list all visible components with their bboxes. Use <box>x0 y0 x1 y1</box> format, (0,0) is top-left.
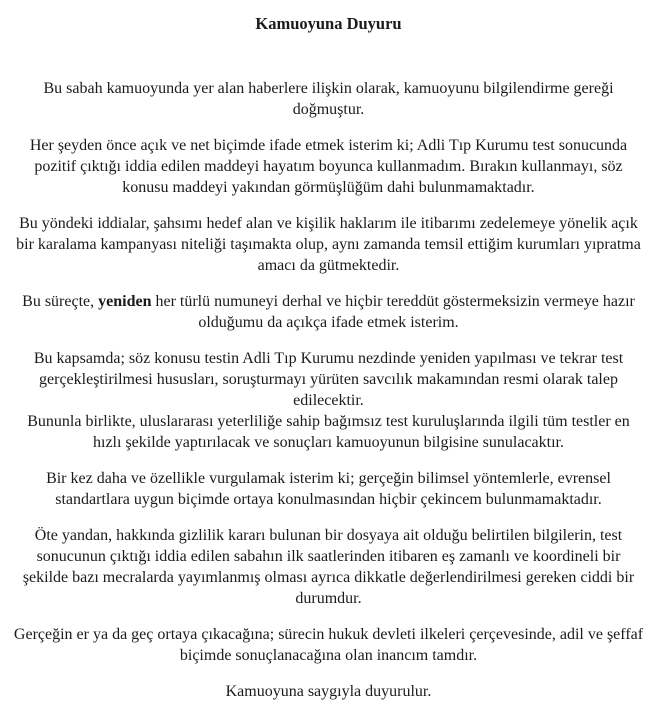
paragraph-sample-readiness <box>13 291 644 333</box>
paragraph-retest-request: Bu kapsamda; söz konusu testin Adli Tıp Kurumu nezdinde yeniden yapılması ve tekrar test gerçekleştirilmesi hususları, soruşturmayı yürüten savcılık makamından resmi olarak talep edilecektir. <box>33 350 624 409</box>
bold-emphasis-word: yeniden <box>98 293 152 310</box>
paragraph-text-before-bold: Bu süreçte, <box>22 293 99 310</box>
paragraph-text-after-bold: her türlü numuneyi derhal ve hiçbir tereddüt göstermeksizin vermeye hazır olduğumu da açıkça ifade etmek isterim. <box>151 293 635 331</box>
paragraph-trust-in-law: Gerçeğin er ya da geç ortaya çıkacağına; sürecin hukuk devleti ilkeleri çerçevesinde, adil ve şeffaf biçimde sonuçlanacağına olan inancım tamdır. <box>13 626 644 664</box>
closing-line: Kamuoyuna saygıyla duyurulur. <box>225 683 432 700</box>
paragraph-scientific-truth: Bir kez daha ve özellikle vurgulamak isterim ki; gerçeğin bilimsel yöntemlerle, evrensel standartlara uygun biçimde ortaya konulmasından hiçbir çekincem bulunmamaktadır. <box>46 470 611 508</box>
paragraph-denial: Her şeyden önce açık ve net biçimde ifade etmek isterim ki; Adli Tıp Kurumu test sonucunda pozitif çıktığı iddia edilen maddeyi hayatım boyunca kullanmadım. Bırakın kullanmayı, söz konusu maddeyi yakından görmüşlüğüm dahi bulunmamaktadır. <box>29 137 628 196</box>
paragraph-intro: Bu sabah kamuoyunda yer alan haberlere ilişkin olarak, kamuoyunu bilgilendirme gereği doğmuştur. <box>43 80 614 118</box>
document-title: Kamuoyuna Duyuru <box>255 14 402 33</box>
paragraph-independent-tests: Bununla birlikte, uluslararası yeterliliğe sahip bağımsız test kuruluşlarında ilgili tüm testler en hızlı şekilde yaptırılacak ve sonuçları kamuoyunun bilgisine sunulacaktır. <box>27 413 630 451</box>
paragraph-confidential-file-leak: Öte yandan, hakkında gizlilik kararı bulunan bir dosyaya ait olduğu belirtilen bilgilerin, test sonucunun çıktığı iddia edilen sabahın ilk saatlerinden itibaren eş zamanlı ve koordineli bir şekilde bazı mecralarda yayımlanmış olması ayrıca dikkatle değerlendirilmesi gereken ciddi bir durumdur. <box>22 527 635 607</box>
paragraph-smear-campaign: Bu yöndeki iddialar, şahsımı hedef alan ve kişilik haklarım ile itibarımı zedelemeye yönelik açık bir karalama kampanyası niteliği taşımakta olup, aynı zamanda temsil ettiğim kurumları yıpratma amacı da gütmektedir. <box>16 215 641 274</box>
